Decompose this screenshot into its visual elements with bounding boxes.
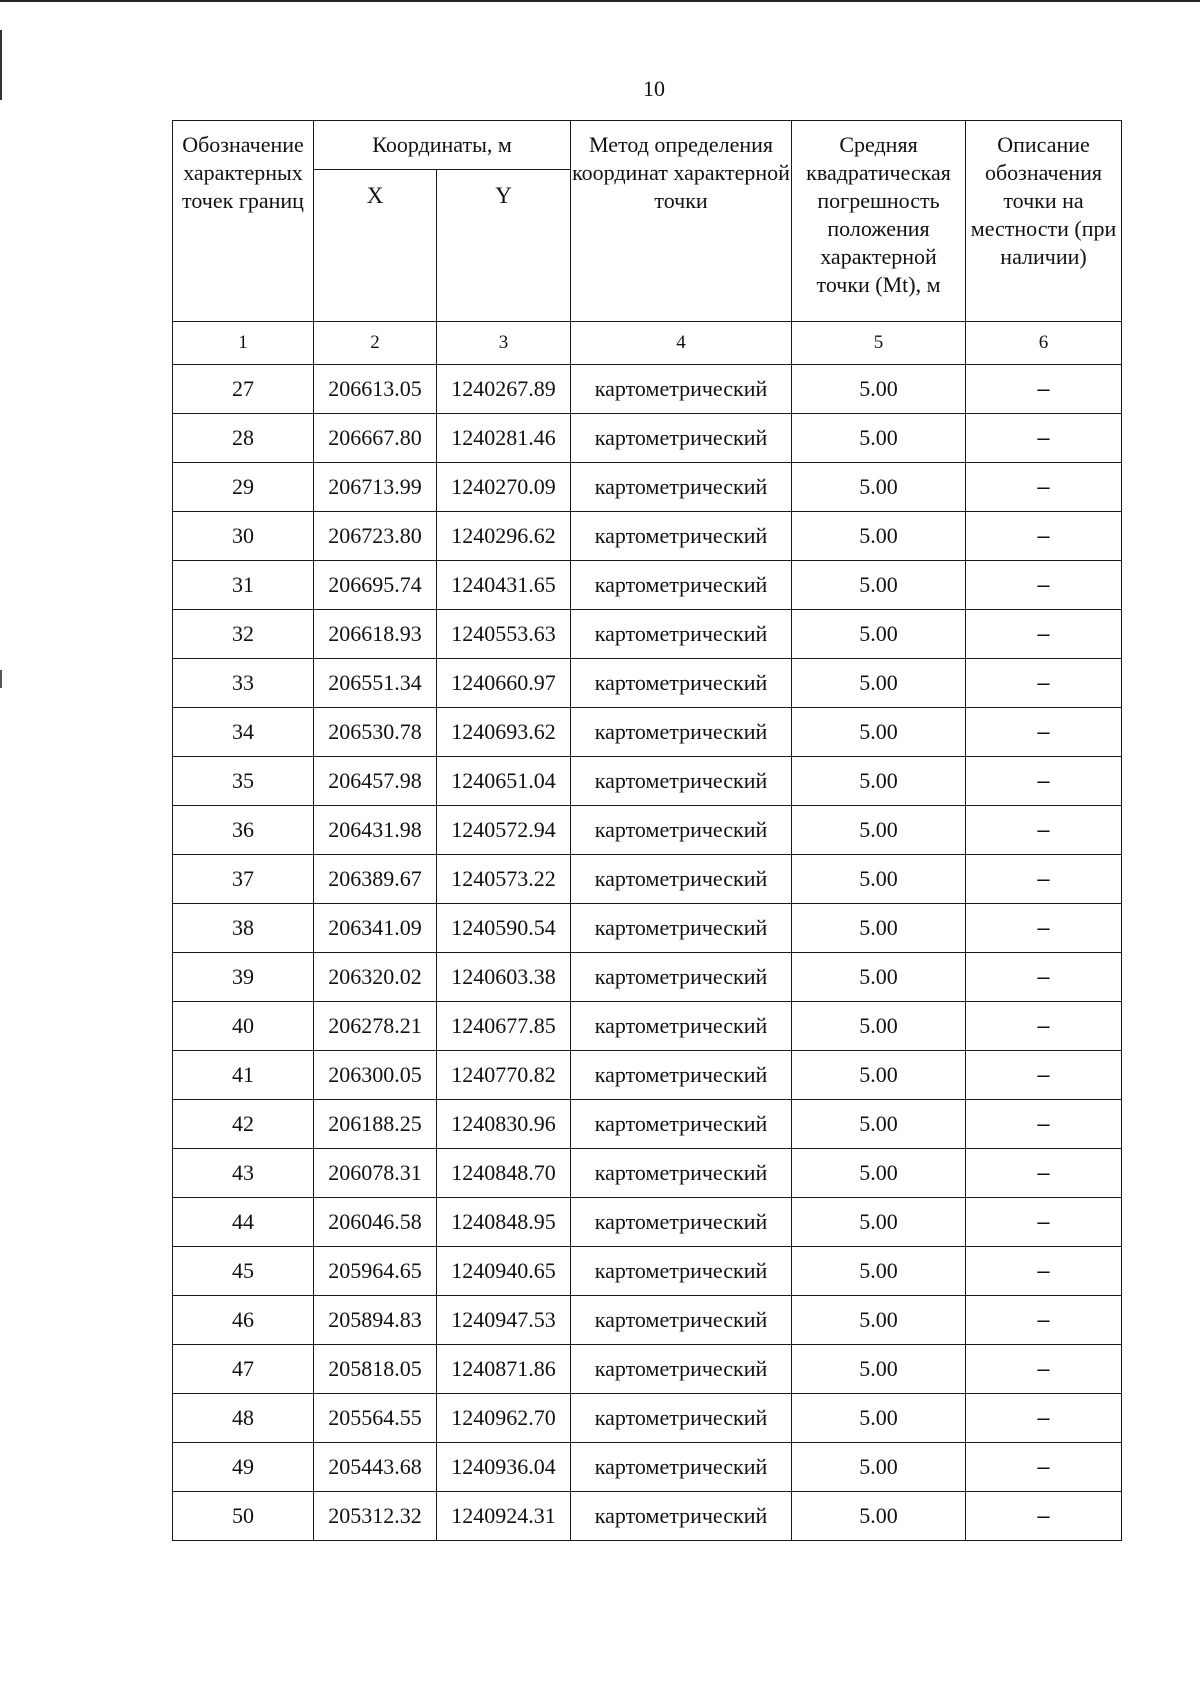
table-row <box>173 1002 1122 1051</box>
cell-method: картометрический <box>571 1296 792 1345</box>
cell-method: картометрический <box>571 365 792 414</box>
cell-point: 42 <box>173 1100 314 1149</box>
scan-edge-mark-lower <box>0 670 2 688</box>
cell-method: картометрический <box>571 1492 792 1541</box>
cell-x: 206278.21 <box>314 1002 437 1051</box>
cell-method: картометрический <box>571 757 792 806</box>
cell-method: картометрический <box>571 610 792 659</box>
cell-description: – <box>966 1247 1122 1296</box>
cell-description: – <box>966 414 1122 463</box>
cell-error: 5.00 <box>792 1002 966 1051</box>
cell-point: 44 <box>173 1198 314 1247</box>
cell-point: 39 <box>173 953 314 1002</box>
cell-y: 1240693.62 <box>437 708 571 757</box>
page-number: 10 <box>643 76 665 101</box>
table-row <box>173 463 1122 512</box>
cell-method: картометрический <box>571 904 792 953</box>
cell-y: 1240962.70 <box>437 1394 571 1443</box>
cell-method: картометрический <box>571 561 792 610</box>
cell-error: 5.00 <box>792 414 966 463</box>
cell-y: 1240947.53 <box>437 1296 571 1345</box>
cell-x: 206457.98 <box>314 757 437 806</box>
cell-point: 40 <box>173 1002 314 1051</box>
cell-x: 206389.67 <box>314 855 437 904</box>
cell-description: – <box>966 561 1122 610</box>
table-row <box>173 1247 1122 1296</box>
cell-x: 206618.93 <box>314 610 437 659</box>
cell-method: картометрический <box>571 855 792 904</box>
table-row <box>173 414 1122 463</box>
cell-point: 28 <box>173 414 314 463</box>
cell-x: 206046.58 <box>314 1198 437 1247</box>
cell-y: 1240677.85 <box>437 1002 571 1051</box>
column-number: 6 <box>966 322 1122 365</box>
cell-error: 5.00 <box>792 561 966 610</box>
cell-method: картометрический <box>571 1051 792 1100</box>
cell-x: 205443.68 <box>314 1443 437 1492</box>
cell-point: 50 <box>173 1492 314 1541</box>
cell-method: картометрический <box>571 708 792 757</box>
cell-error: 5.00 <box>792 659 966 708</box>
cell-description: – <box>966 953 1122 1002</box>
cell-description: – <box>966 904 1122 953</box>
cell-error: 5.00 <box>792 1051 966 1100</box>
cell-description: – <box>966 1394 1122 1443</box>
cell-error: 5.00 <box>792 1100 966 1149</box>
header-coordinates: Координаты, м <box>314 121 571 170</box>
table-row <box>173 1443 1122 1492</box>
cell-description: – <box>966 1002 1122 1051</box>
cell-point: 32 <box>173 610 314 659</box>
cell-point: 34 <box>173 708 314 757</box>
cell-description: – <box>966 757 1122 806</box>
cell-error: 5.00 <box>792 1443 966 1492</box>
cell-point: 47 <box>173 1345 314 1394</box>
cell-error: 5.00 <box>792 953 966 1002</box>
cell-point: 33 <box>173 659 314 708</box>
cell-y: 1240848.95 <box>437 1198 571 1247</box>
cell-description: – <box>966 1492 1122 1541</box>
cell-description: – <box>966 855 1122 904</box>
header-x: X <box>314 170 437 322</box>
column-number-row <box>173 322 1122 365</box>
cell-x: 206613.05 <box>314 365 437 414</box>
header-description: Описание обозначения точки на местности (при наличии) <box>966 121 1122 322</box>
cell-point: 35 <box>173 757 314 806</box>
cell-y: 1240936.04 <box>437 1443 571 1492</box>
cell-point: 41 <box>173 1051 314 1100</box>
cell-x: 205818.05 <box>314 1345 437 1394</box>
cell-x: 206667.80 <box>314 414 437 463</box>
header-point: Обозначение характерных точек границ <box>173 121 314 322</box>
cell-x: 206300.05 <box>314 1051 437 1100</box>
table-row <box>173 512 1122 561</box>
cell-point: 31 <box>173 561 314 610</box>
cell-y: 1240940.65 <box>437 1247 571 1296</box>
cell-method: картометрический <box>571 806 792 855</box>
cell-description: – <box>966 1149 1122 1198</box>
coordinates-table <box>172 120 1122 1541</box>
cell-description: – <box>966 1051 1122 1100</box>
cell-error: 5.00 <box>792 757 966 806</box>
cell-y: 1240267.89 <box>437 365 571 414</box>
cell-error: 5.00 <box>792 512 966 561</box>
cell-description: – <box>966 1198 1122 1247</box>
cell-error: 5.00 <box>792 855 966 904</box>
cell-description: – <box>966 1443 1122 1492</box>
table-row <box>173 855 1122 904</box>
table-row <box>173 1051 1122 1100</box>
cell-method: картометрический <box>571 414 792 463</box>
table-row <box>173 561 1122 610</box>
table-row <box>173 1149 1122 1198</box>
column-number: 5 <box>792 322 966 365</box>
cell-error: 5.00 <box>792 806 966 855</box>
cell-method: картометрический <box>571 1198 792 1247</box>
table-row <box>173 953 1122 1002</box>
table-row <box>173 659 1122 708</box>
cell-method: картометрический <box>571 1394 792 1443</box>
cell-error: 5.00 <box>792 1296 966 1345</box>
cell-y: 1240572.94 <box>437 806 571 855</box>
cell-y: 1240553.63 <box>437 610 571 659</box>
column-number: 2 <box>314 322 437 365</box>
cell-x: 205964.65 <box>314 1247 437 1296</box>
cell-description: – <box>966 365 1122 414</box>
cell-y: 1240270.09 <box>437 463 571 512</box>
header-method: Метод определения координат характерной точки <box>571 121 792 322</box>
top-border-line <box>0 0 1200 2</box>
cell-y: 1240296.62 <box>437 512 571 561</box>
cell-method: картометрический <box>571 1149 792 1198</box>
cell-error: 5.00 <box>792 1247 966 1296</box>
cell-y: 1240651.04 <box>437 757 571 806</box>
table-row <box>173 1394 1122 1443</box>
cell-x: 205564.55 <box>314 1394 437 1443</box>
cell-x: 206431.98 <box>314 806 437 855</box>
cell-description: – <box>966 1345 1122 1394</box>
cell-point: 46 <box>173 1296 314 1345</box>
column-number: 3 <box>437 322 571 365</box>
cell-point: 30 <box>173 512 314 561</box>
table-row <box>173 1492 1122 1541</box>
cell-method: картометрический <box>571 1100 792 1149</box>
cell-x: 206713.99 <box>314 463 437 512</box>
cell-description: – <box>966 659 1122 708</box>
cell-description: – <box>966 1296 1122 1345</box>
cell-x: 206695.74 <box>314 561 437 610</box>
cell-method: картометрический <box>571 1247 792 1296</box>
cell-x: 206188.25 <box>314 1100 437 1149</box>
cell-description: – <box>966 463 1122 512</box>
table-row <box>173 1345 1122 1394</box>
cell-description: – <box>966 806 1122 855</box>
cell-y: 1240660.97 <box>437 659 571 708</box>
header-error: Средняя квадратическая погрешность положения характерной точки (Mt), м <box>792 121 966 322</box>
cell-error: 5.00 <box>792 904 966 953</box>
cell-y: 1240848.70 <box>437 1149 571 1198</box>
cell-x: 206530.78 <box>314 708 437 757</box>
cell-error: 5.00 <box>792 365 966 414</box>
column-number: 1 <box>173 322 314 365</box>
cell-error: 5.00 <box>792 463 966 512</box>
cell-error: 5.00 <box>792 1149 966 1198</box>
cell-error: 5.00 <box>792 1394 966 1443</box>
cell-y: 1240871.86 <box>437 1345 571 1394</box>
cell-point: 27 <box>173 365 314 414</box>
cell-y: 1240590.54 <box>437 904 571 953</box>
cell-y: 1240830.96 <box>437 1100 571 1149</box>
cell-point: 43 <box>173 1149 314 1198</box>
cell-description: – <box>966 512 1122 561</box>
cell-point: 37 <box>173 855 314 904</box>
cell-error: 5.00 <box>792 1492 966 1541</box>
table-row <box>173 757 1122 806</box>
cell-method: картометрический <box>571 953 792 1002</box>
cell-description: – <box>966 1100 1122 1149</box>
cell-method: картометрический <box>571 1345 792 1394</box>
cell-method: картометрический <box>571 1002 792 1051</box>
cell-x: 205312.32 <box>314 1492 437 1541</box>
table-row <box>173 708 1122 757</box>
cell-error: 5.00 <box>792 708 966 757</box>
header-y: Y <box>437 170 571 322</box>
cell-y: 1240603.38 <box>437 953 571 1002</box>
cell-y: 1240573.22 <box>437 855 571 904</box>
cell-y: 1240770.82 <box>437 1051 571 1100</box>
cell-x: 206320.02 <box>314 953 437 1002</box>
column-number: 4 <box>571 322 792 365</box>
cell-method: картометрический <box>571 463 792 512</box>
cell-method: картометрический <box>571 1443 792 1492</box>
cell-x: 206723.80 <box>314 512 437 561</box>
cell-point: 48 <box>173 1394 314 1443</box>
table-row <box>173 806 1122 855</box>
table-row <box>173 904 1122 953</box>
cell-error: 5.00 <box>792 1198 966 1247</box>
cell-x: 206551.34 <box>314 659 437 708</box>
table-row <box>173 365 1122 414</box>
cell-method: картометрический <box>571 512 792 561</box>
cell-point: 29 <box>173 463 314 512</box>
cell-x: 206341.09 <box>314 904 437 953</box>
table-row <box>173 610 1122 659</box>
cell-x: 206078.31 <box>314 1149 437 1198</box>
table-row <box>173 1296 1122 1345</box>
cell-y: 1240431.65 <box>437 561 571 610</box>
cell-point: 36 <box>173 806 314 855</box>
cell-y: 1240924.31 <box>437 1492 571 1541</box>
cell-description: – <box>966 708 1122 757</box>
table-row <box>173 1198 1122 1247</box>
cell-error: 5.00 <box>792 610 966 659</box>
cell-error: 5.00 <box>792 1345 966 1394</box>
cell-y: 1240281.46 <box>437 414 571 463</box>
cell-method: картометрический <box>571 659 792 708</box>
cell-point: 38 <box>173 904 314 953</box>
cell-description: – <box>966 610 1122 659</box>
cell-point: 45 <box>173 1247 314 1296</box>
cell-x: 205894.83 <box>314 1296 437 1345</box>
cell-point: 49 <box>173 1443 314 1492</box>
table-row <box>173 1100 1122 1149</box>
